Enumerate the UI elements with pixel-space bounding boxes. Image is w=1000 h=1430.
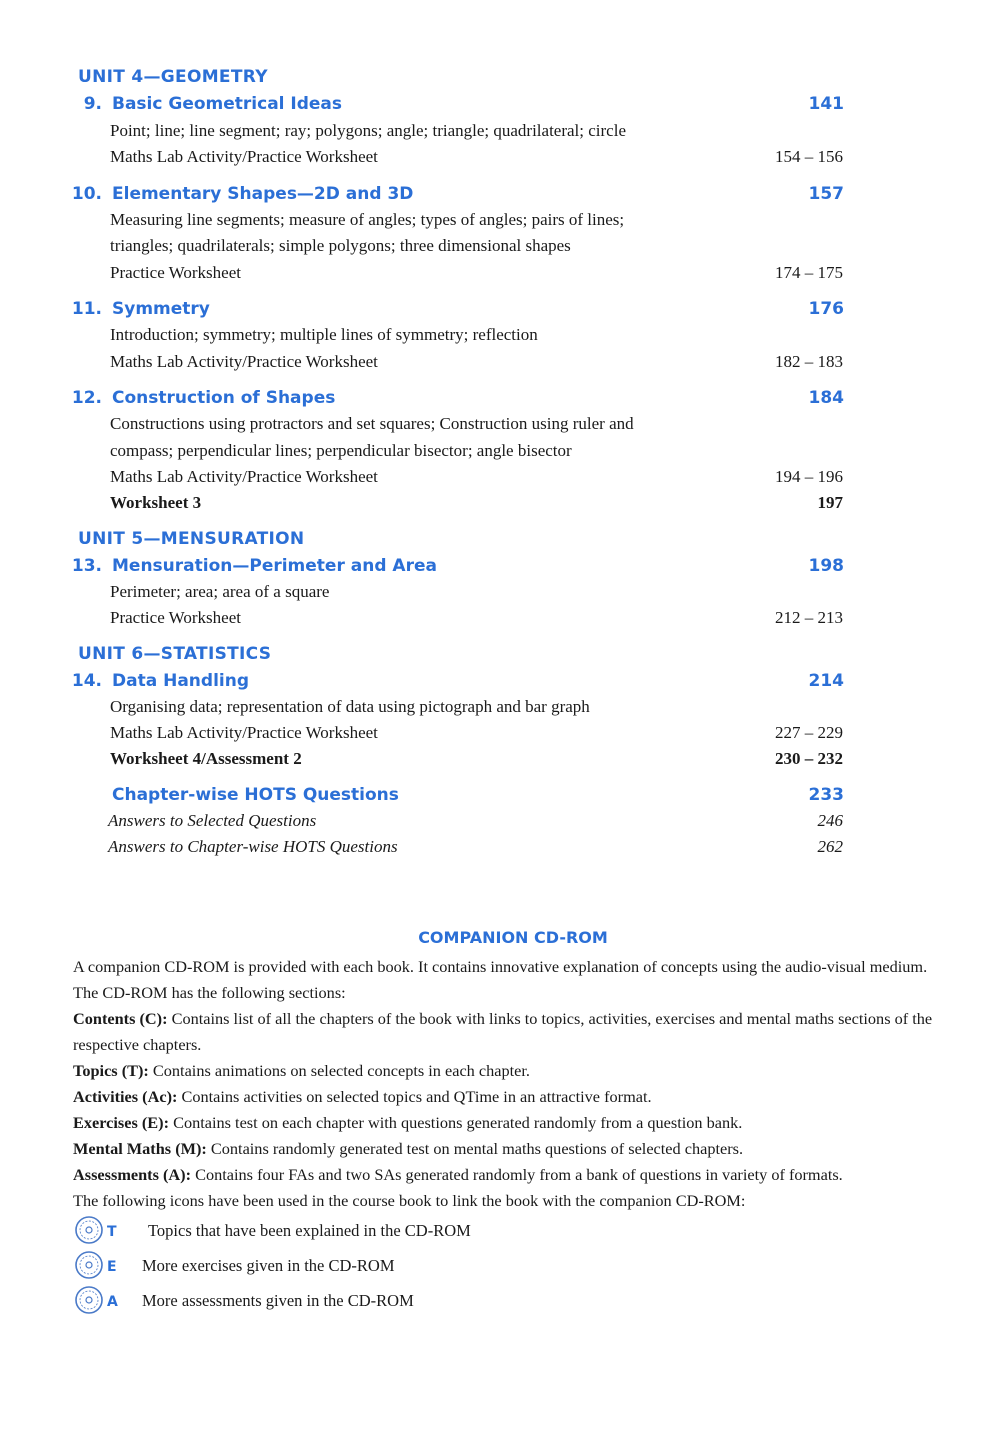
section-label: Mental Maths (M): — [73, 1139, 207, 1158]
section-label: Exercises (E): — [73, 1113, 170, 1132]
chapter-title: Construction of Shapes — [112, 388, 336, 408]
cdrom-section-topics — [73, 1058, 933, 1084]
cdrom-intro: A companion CD-ROM is provided with each book. It contains innovative explanation of concepts using the audio-visual medium. The CD-ROM has the following sections: — [73, 957, 928, 1002]
section-label: Activities (Ac): — [73, 1087, 178, 1106]
worksheet-pages: 212 – 213 — [775, 608, 843, 627]
chapter-page: 184 — [808, 388, 844, 408]
chapter-page: 141 — [808, 94, 844, 114]
cdrom-section-assessments — [73, 1162, 953, 1188]
chapter-title: Data Handling — [112, 671, 249, 691]
cd-disc-icon — [74, 1250, 104, 1280]
hots-title: Chapter-wise HOTS Questions — [112, 785, 399, 805]
worksheet-pages: 227 – 229 — [775, 723, 843, 742]
cdrom-section-exercises — [73, 1110, 933, 1136]
worksheet-label: Practice Worksheet — [110, 608, 241, 627]
worksheet-extra: Worksheet 3 — [110, 493, 202, 512]
answers-page: 246 — [817, 811, 843, 830]
answers-page: 262 — [817, 837, 843, 856]
worksheet-label: Maths Lab Activity/Practice Worksheet — [110, 352, 378, 371]
cd-disc-icon — [74, 1285, 104, 1315]
section-text: Contains activities on selected topics and QTime in an attractive format. — [177, 1087, 652, 1106]
section-text: Contains animations on selected concepts in each chapter. — [148, 1061, 530, 1080]
unit-heading: UNIT 4—GEOMETRY — [78, 67, 268, 87]
chapter-title: Mensuration—Perimeter and Area — [112, 556, 437, 576]
unit-heading: UNIT 5—MENSURATION — [78, 529, 305, 549]
worksheet-pages: 194 – 196 — [775, 467, 843, 486]
icon-letter: T — [107, 1224, 117, 1240]
chapter-number: 13. — [71, 556, 102, 576]
chapter-topics: Perimeter; area; area of a square — [110, 582, 330, 601]
section-label: Contents (C): — [73, 1009, 168, 1028]
worksheet-extra-page: 197 — [817, 493, 843, 512]
chapter-title: Basic Geometrical Ideas — [112, 94, 343, 114]
chapter-topics: Constructions using protractors and set squares; Construction using ruler and — [110, 414, 634, 433]
chapter-topics: Introduction; symmetry; multiple lines of symmetry; reflection — [110, 325, 538, 344]
chapter-title: Elementary Shapes—2D and 3D — [112, 184, 414, 204]
section-text: Contains test on each chapter with questions generated randomly from a question bank. — [169, 1113, 743, 1132]
worksheet-label: Maths Lab Activity/Practice Worksheet — [110, 467, 378, 486]
section-label: Topics (T): — [73, 1061, 149, 1080]
chapter-page: 214 — [808, 671, 844, 691]
cdrom-section-activities — [73, 1084, 933, 1110]
worksheet-extra: Worksheet 4/Assessment 2 — [110, 749, 302, 768]
icon-letter: E — [107, 1259, 117, 1275]
chapter-topics: Organising data; representation of data using pictograph and bar graph — [110, 697, 590, 716]
worksheet-extra-page: 230 – 232 — [775, 749, 843, 768]
chapter-topics: Point; line; line segment; ray; polygons; angle; triangle; quadrilateral; circle — [110, 121, 626, 140]
unit-heading: UNIT 6—STATISTICS — [78, 644, 272, 664]
worksheet-pages: 182 – 183 — [775, 352, 843, 371]
worksheet-label: Maths Lab Activity/Practice Worksheet — [110, 147, 378, 166]
cdrom-heading: COMPANION CD-ROM — [418, 928, 608, 947]
icon-description: Topics that have been explained in the CD-ROM — [148, 1221, 471, 1240]
chapter-number: 12. — [71, 388, 102, 408]
section-text: Contains list of all the chapters of the book with links to topics, activities, exercises and mental maths sections of the respective chapters. — [73, 1009, 933, 1054]
chapter-page: 157 — [808, 184, 844, 204]
section-text: Contains four FAs and two SAs generated randomly from a bank of questions in variety of formats. — [191, 1165, 843, 1184]
cd-disc-icon — [74, 1215, 104, 1245]
chapter-page: 176 — [808, 299, 844, 319]
worksheet-label: Maths Lab Activity/Practice Worksheet — [110, 723, 378, 742]
icon-description: More exercises given in the CD-ROM — [142, 1256, 395, 1275]
answers-label: Answers to Selected Questions — [108, 811, 317, 830]
worksheet-label: Practice Worksheet — [110, 263, 241, 282]
icon-description: More assessments given in the CD-ROM — [142, 1291, 414, 1310]
chapter-number: 10. — [71, 184, 102, 204]
worksheet-pages: 154 – 156 — [775, 147, 843, 166]
cdrom-section-contents — [73, 1006, 933, 1058]
chapter-number: 14. — [71, 671, 102, 691]
cdrom-section-mental-maths — [73, 1136, 933, 1162]
section-label: Assessments (A): — [73, 1165, 192, 1184]
worksheet-pages: 174 – 175 — [775, 263, 843, 282]
icon-letter: A — [107, 1294, 118, 1310]
chapter-title: Symmetry — [112, 299, 210, 319]
section-text: Contains randomly generated test on mental maths questions of selected chapters. — [206, 1139, 744, 1158]
chapter-number: 9. — [83, 94, 102, 114]
cdrom-icons-intro: The following icons have been used in the course book to link the book with the companion CD-ROM: — [73, 1191, 746, 1210]
chapter-page: 198 — [808, 556, 844, 576]
chapter-topics: compass; perpendicular lines; perpendicular bisector; angle bisector — [110, 441, 572, 460]
answers-label: Answers to Chapter-wise HOTS Questions — [108, 837, 398, 856]
chapter-topics: triangles; quadrilaterals; simple polygons; three dimensional shapes — [110, 236, 571, 255]
chapter-topics: Measuring line segments; measure of angles; types of angles; pairs of lines; — [110, 210, 625, 229]
chapter-number: 11. — [71, 299, 102, 319]
hots-page: 233 — [808, 785, 844, 805]
